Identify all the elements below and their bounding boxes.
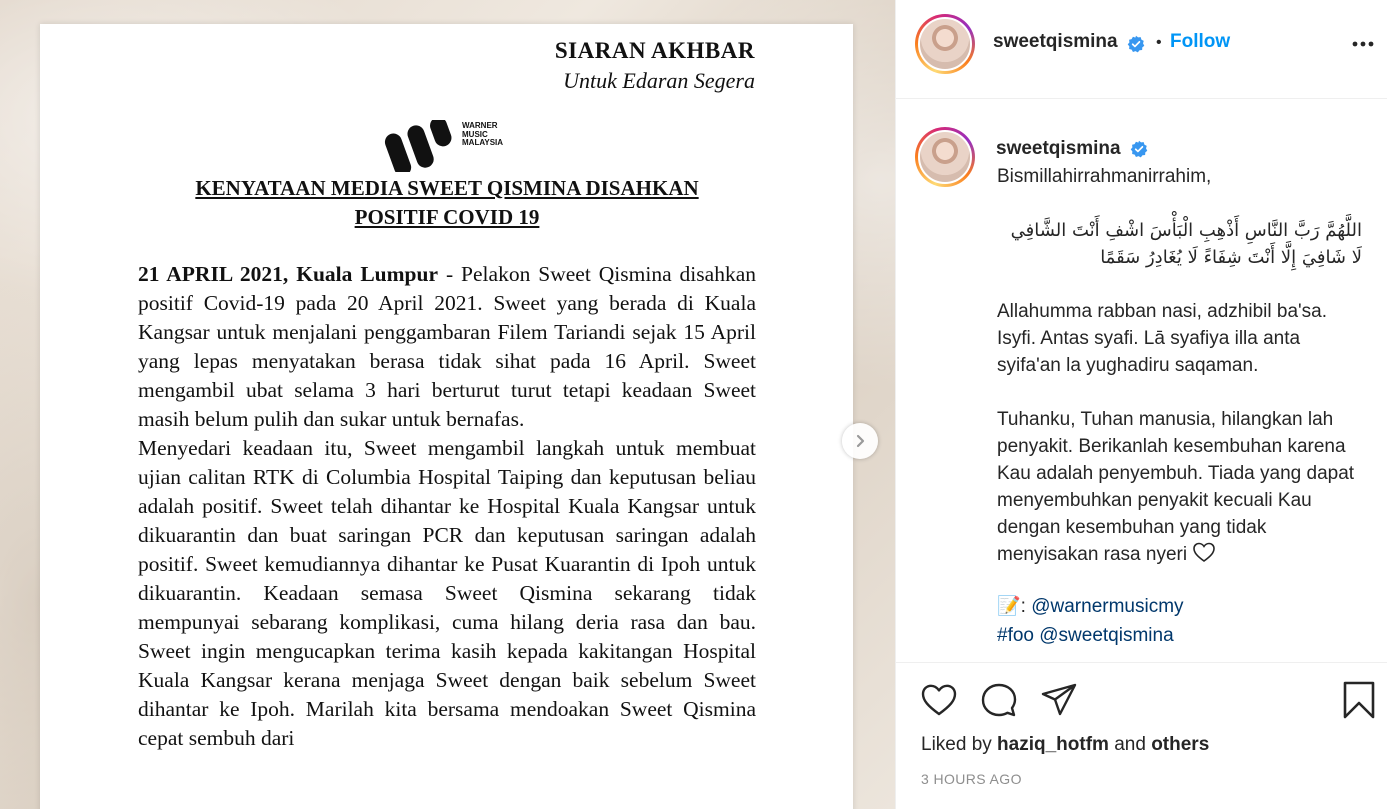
liked-by-text [921,734,1209,756]
warner-music-logo [384,120,514,172]
avatar[interactable] [915,14,975,74]
post-header [896,0,1387,99]
mention-link[interactable]: @warnermusicmy [1031,596,1184,617]
like-heart-icon[interactable] [920,683,958,717]
document-body [138,260,756,753]
header-username[interactable]: sweetqismina [993,31,1118,52]
liked-user-link[interactable]: haziq_hotfm [997,734,1109,755]
credit-separator: : [1020,596,1032,617]
memo-icon: 📝 [997,596,1021,617]
document-paragraph-2: Menyedari keadaan itu, Sweet mengambil langkah untuk membuat ujian calitan RTK di Columbia Hospital Taiping dan keputusan beliau adalah positif. Sweet telah dihantar ke Hospital Kuala Kangsar untuk dikuarantin dan buat saringan PCR dan keputusan saringan adalah positif. Sweet kemudiannya dihantar ke Pusat Kuarantin di Ipoh untuk dikuarantin. Keadaan semasa Sweet Qismina sekarang tidak mempunyai sebarang komplikasi, cuma hilang deria rasa dan bau. Sweet ingin mengucapkan terima kasih kepada kakitangan Hospital Kuala Kangsar kerana menjaga Sweet dengan baik sebelum Sweet dihantar ke Ipoh. Marilah kita bersama mendoakan Sweet Qismina cepat sembuh dari [138,436,756,750]
caption-username[interactable]: sweetqismina [996,138,1121,159]
follow-button[interactable]: Follow [1170,31,1231,52]
document-paragraph-1 [138,260,756,434]
liked-others-link[interactable]: others [1151,734,1210,755]
caption-translation [997,406,1362,568]
headline-line-2: POSITIF COVID 19 [354,205,540,229]
caption-arabic-prayer: اللَّهُمَّ رَبَّ النَّاسِ أَذْهِبِ الْبَأْسَ اشْفِ أَنْتَ الشَّافِي لَا شَافِيَ إِلَّا أَنْتَ شِفَاءً لَا يُغَادِرُ سَقَمًا [1010,220,1362,268]
chevron-right-icon [853,434,867,448]
verified-badge-icon [1130,140,1148,158]
more-options-icon[interactable] [1350,34,1378,54]
post-timestamp[interactable]: 3 HOURS AGO [921,771,1022,787]
verified-badge-icon [1127,35,1145,53]
warner-w-icon [384,120,460,172]
next-slide-button[interactable] [842,423,878,459]
paragraph-1-text: - Pelakon Sweet Qismina disahkan positif Covid-19 pada 20 April 2021. Sweet yang berada di Kuala Kangsar untuk menjalani penggambaran Filem Tariandi sejak 15 April yang lepas menyatakan berasa tidak sihat pada 16 April. Sweet mengambil ubat selama 3 hari berturut turut tetapi keadaan Sweet masih belum pulih dan sukar untuk bernafas. [138,262,756,431]
save-bookmark-icon[interactable] [1342,680,1376,720]
caption-transliteration: Allahumma rabban nasi, adzhibil ba'sa. Isyfi. Antas syafi. Lā syafiya illa anta syifa'an la yughadiru saqaman. [997,301,1327,376]
liked-and: and [1108,734,1152,755]
press-title: SIARAN AKHBAR [554,38,755,63]
share-paper-plane-icon[interactable] [1040,682,1078,718]
dateline: 21 APRIL 2021, Kuala Lumpur [138,262,438,286]
white-heart-icon [1192,541,1216,563]
document-headline [138,174,756,232]
caption-scroll-area[interactable] [896,100,1387,662]
translation-text: Tuhanku, Tuhan manusia, hilangkan lah penyakit. Berikanlah kesembuhan karena Kau adalah penyembuh. Tiada yang dapat menyembuhkan penyakit kecuali Kau dengan kesembuhan yang tidak menyisakan rasa nyeri [997,409,1355,565]
header-separator: • [1156,34,1162,51]
caption-avatar[interactable] [915,127,975,187]
press-subtitle: Untuk Edaran Segera [563,68,755,93]
caption-partial-line[interactable]: #foo @sweetqismina [997,625,1174,646]
liked-prefix: Liked by [921,734,998,755]
caption-credit [997,593,1362,620]
press-release-document [40,24,853,809]
post-side-panel [895,0,1387,809]
comment-icon[interactable] [980,682,1018,720]
caption-line-1: Bismillahirrahmanirrahim, [997,166,1212,187]
caption-text [997,163,1362,649]
logo-text: WARNER MUSIC MALAYSIA [462,121,504,147]
post-actions [896,662,1387,809]
headline-line-1: KENYATAAN MEDIA SWEET QISMINA DISAHKAN [195,176,699,200]
